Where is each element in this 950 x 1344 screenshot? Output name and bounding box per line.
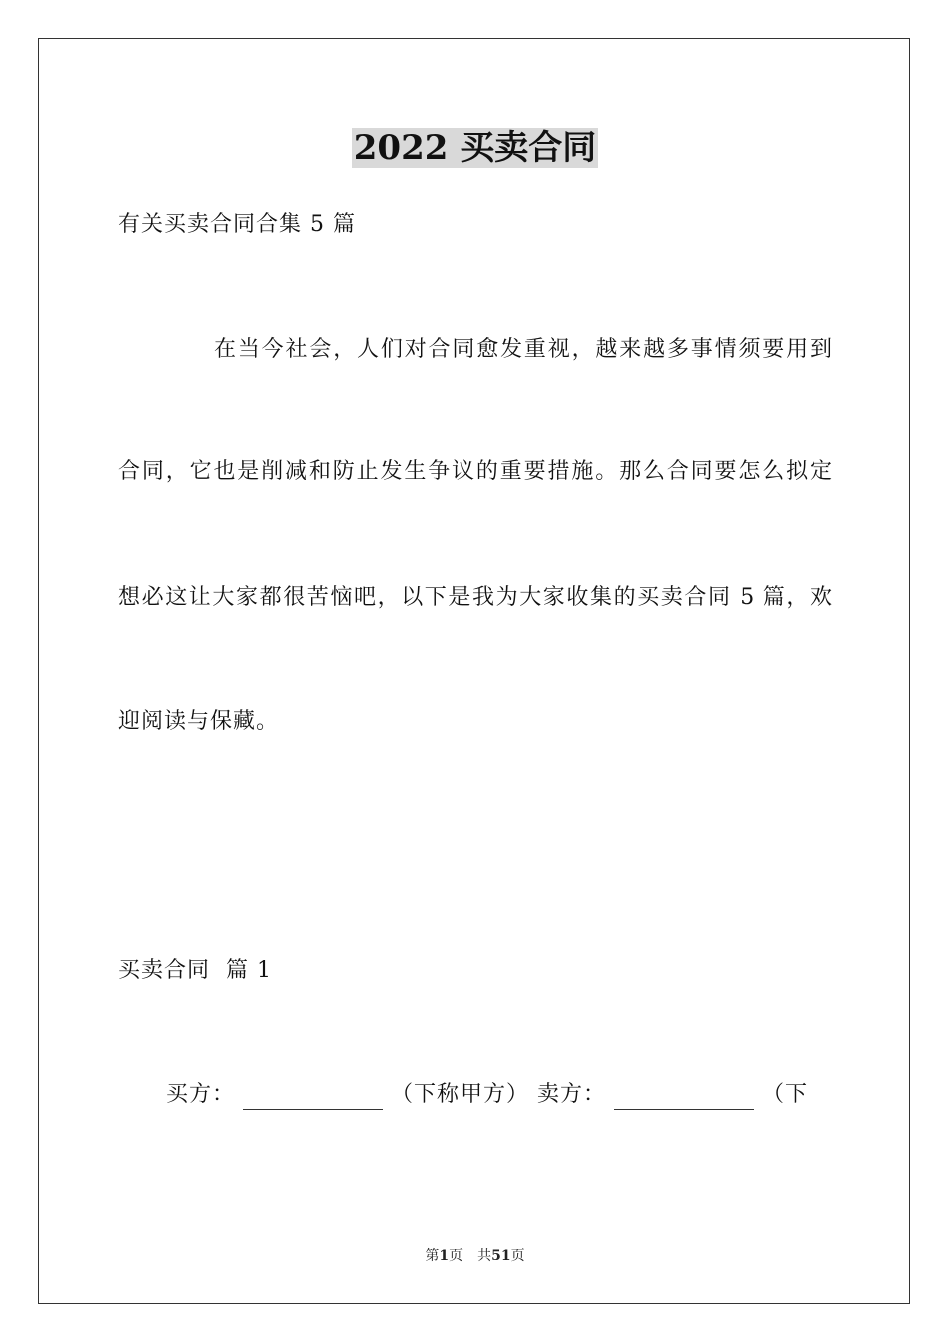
- seller-note: （下: [762, 1082, 809, 1107]
- seller-label: 卖方：: [537, 1082, 607, 1107]
- footer-total-pages: 51: [491, 1248, 511, 1264]
- document-subtitle: 有关买卖合同合集 5 篇: [118, 212, 356, 237]
- buyer-label: 买方：: [166, 1082, 236, 1107]
- document-title-text: 2022 买卖合同: [353, 128, 597, 168]
- document-title: [0, 124, 950, 172]
- footer-prefix: 第: [425, 1248, 440, 1264]
- intro-line-1: 在当今社会，人们对合同愈发重视，越来越多事情须要用到: [214, 337, 832, 362]
- section-heading: 买卖合同 篇 1: [118, 958, 272, 983]
- intro-line-3: 想必这让大家都很苦恼吧，以下是我为大家收集的买卖合同 5 篇，欢: [118, 585, 832, 610]
- buyer-note: （下称甲方）: [391, 1082, 530, 1107]
- footer-current-page: 1: [439, 1248, 450, 1264]
- seller-blank: [614, 1087, 754, 1110]
- page-footer: [0, 1246, 950, 1266]
- footer-mid: 页 共: [449, 1248, 492, 1264]
- party-line: [166, 1080, 808, 1110]
- intro-line-2: 合同，它也是削减和防止发生争议的重要措施。那么合同要怎么拟定: [118, 459, 832, 484]
- footer-suffix: 页: [510, 1248, 525, 1264]
- intro-line-4: 迎阅读与保藏。: [118, 709, 280, 734]
- buyer-blank: [243, 1087, 383, 1110]
